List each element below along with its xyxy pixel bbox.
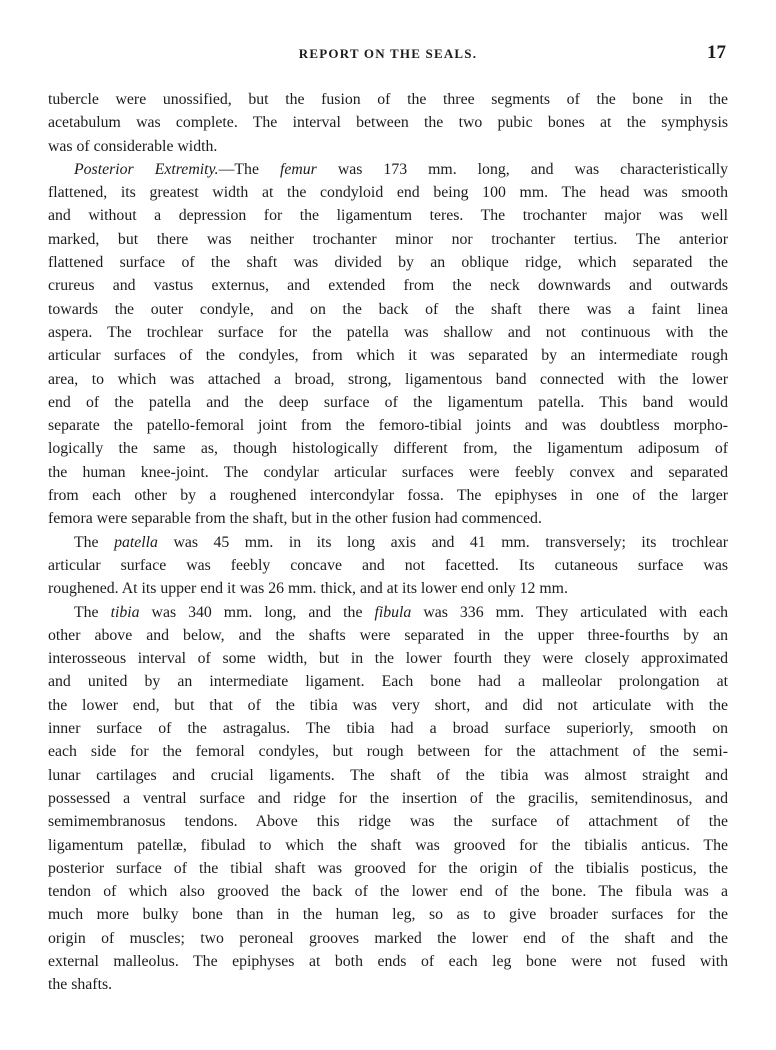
paragraph-tibia-fibula: [48, 601, 728, 997]
text-line: towards the outer condyle, and on the back of the shaft there was a faint linea: [48, 300, 728, 318]
lead-text: The: [74, 603, 111, 621]
text-line: flattened, its greatest width at the condyloid end being 100 mm. The head was smooth: [48, 184, 728, 202]
text-line: flattened surface of the shaft was divided by an oblique ridge, which separated the: [48, 254, 728, 272]
page-header: [48, 38, 728, 68]
text-line: other above and below, and the shafts were separated in the upper three-fourths by an: [48, 626, 728, 644]
text-line: from each other by a roughened intercondylar fossa. The epiphyses in one of the larger: [48, 487, 728, 505]
lead-mid: was 340 mm. long, and the: [139, 603, 375, 621]
text-line: roughened. At its upper end it was 26 mm. thick, and at its lower end only 12 mm.: [48, 580, 568, 598]
text-line: [48, 158, 728, 181]
term-femur: femur: [279, 160, 317, 178]
text-line: semimembranosus tendons. Above this ridge was the surface of attachment of the: [48, 813, 728, 831]
text-line: [48, 601, 728, 624]
text-line: posterior surface of the tibial shaft was grooved for the origin of the tibialis posticus, the: [48, 859, 728, 877]
section-heading: Posterior Extremity.: [74, 160, 219, 178]
paragraph-patella: [48, 531, 728, 601]
text-line: crureus and vastus externus, and extended from the neck downwards and outwards: [48, 277, 728, 295]
text-line: end of the patella and the deep surface of the ligamentum patella. This band would: [48, 393, 728, 411]
text-line: ligamentum patellæ, fibulad to which the shaft was grooved for the tibialis anticus. The: [48, 836, 728, 854]
lead-text: The: [74, 533, 115, 551]
text-line: the lower end, but that of the tibia was very short, and did not articulate with the: [48, 696, 728, 714]
text-line: articular surface was feebly concave and not facetted. Its cutaneous surface was: [48, 556, 728, 574]
heading-dash: —: [218, 160, 235, 178]
page-number: 17: [707, 42, 726, 63]
term-fibula: fibula: [374, 603, 412, 621]
text-line: aspera. The trochlear surface for the patella was shallow and not continuous with the: [48, 323, 728, 341]
text-line: marked, but there was neither trochanter minor nor trochanter tertius. The anterior: [48, 230, 728, 248]
lead-rest: was 173 mm. long, and was characteristically: [316, 160, 728, 178]
text-line: femora were separable from the shaft, but in the other fusion had commenced.: [48, 510, 542, 528]
text-line: inner surface of the astragalus. The tibia had a broad surface superiorly, smooth on: [48, 720, 728, 738]
text-line: the shafts.: [48, 976, 113, 994]
text-line: possessed a ventral surface and ridge for the insertion of the gracilis, semitendinosus, and: [48, 789, 728, 807]
lead-text: The: [234, 160, 280, 178]
text-line: articular surfaces of the condyles, from which it was separated by an intermediate rough: [48, 347, 728, 365]
text-line: each side for the femoral condyles, but rough between for the attachment of the semi-: [48, 743, 728, 761]
text-line: origin of muscles; two peroneal grooves marked the lower end of the shaft and the: [48, 929, 728, 947]
text-line: was of considerable width.: [48, 137, 218, 155]
paragraph-femur: [48, 158, 728, 531]
text-line: separate the patello-femoral joint from the femoro-tibial joints and was doubtless morpho-: [48, 417, 728, 435]
text-line: and united by an intermediate ligament. Each bone had a malleolar prolongation at: [48, 673, 728, 691]
text-line: lunar cartilages and crucial ligaments. The shaft of the tibia was almost straight and: [48, 766, 728, 784]
text-line: [48, 531, 728, 554]
body-text: [48, 88, 728, 997]
running-title: REPORT ON THE SEALS.: [298, 46, 478, 61]
text-line: much more bulky bone than in the human leg, so as to give broader surfaces for the: [48, 906, 728, 924]
text-line: and without a depression for the ligamentum teres. The trochanter major was well: [48, 207, 728, 225]
text-line: the human knee-joint. The condylar articular surfaces were feebly convex and separated: [48, 463, 728, 481]
lead-rest: was 336 mm. They articulated with each: [411, 603, 728, 621]
text-line: tubercle were unossified, but the fusion of the three segments of the bone in the: [48, 91, 728, 108]
text-line: tendon of which also grooved the back of the lower end of the bone. The fibula was a: [48, 883, 728, 901]
text-line: external malleolus. The epiphyses at both ends of each leg bone were not fused with: [48, 952, 728, 970]
term-patella: patella: [114, 533, 158, 551]
page: [48, 38, 728, 997]
paragraph-pelvis-continuation: [48, 88, 728, 158]
text-line: acetabulum was complete. The interval between the two pubic bones at the symphysis: [48, 114, 728, 132]
text-line: area, to which was attached a broad, strong, ligamentous band connected with the lower: [48, 370, 728, 388]
text-line: interosseous interval of some width, but in the lower fourth they were closely approximated: [48, 650, 728, 668]
term-tibia: tibia: [110, 603, 140, 621]
text-line: logically the same as, though histologically different from, the ligamentum adiposum of: [48, 440, 728, 458]
lead-rest: was 45 mm. in its long axis and 41 mm. transversely; its trochlear: [157, 533, 728, 551]
